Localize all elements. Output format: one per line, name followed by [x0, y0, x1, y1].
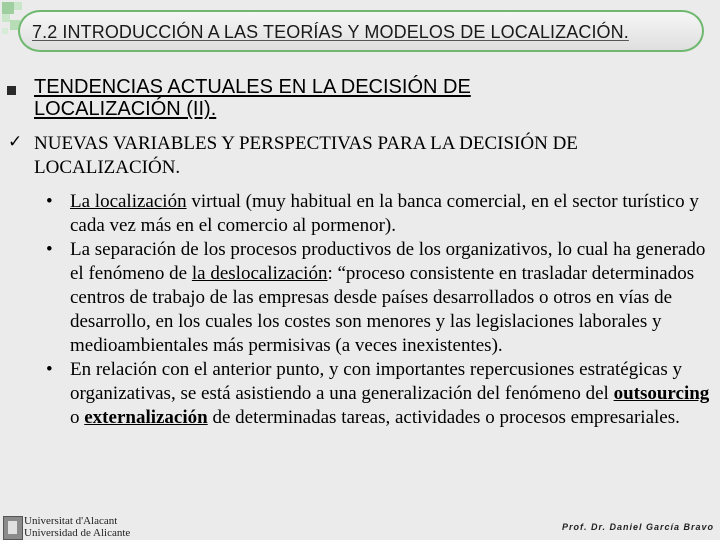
bullet-list — [30, 190, 710, 430]
bullet-dot: • — [46, 191, 53, 212]
author-credit: Prof. Dr. Daniel García Bravo — [561, 522, 714, 532]
list-item: • La localización virtual (muy habitual en la banca comercial, en el sector turístico y cada vez más en el comercio al pormenor). — [46, 191, 699, 236]
bullet-dot: • — [46, 359, 53, 380]
decor-square — [14, 2, 22, 10]
emphasis: La localización — [70, 191, 187, 212]
slide-title: 7.2 INTRODUCCIÓN A LAS TEORÍAS Y MODELOS DE LOCALIZACIÓN. — [32, 22, 629, 42]
section-heading: TENDENCIAS ACTUALES EN LA DECISIÓN DE LOCALIZACIÓN (II). — [34, 76, 471, 120]
bullet-dot: • — [46, 239, 53, 260]
checkmark-icon: ✓ — [8, 132, 23, 152]
emphasis: la deslocalización — [191, 263, 328, 284]
university-name-spanish: Universidad de Alicante — [24, 527, 131, 539]
decor-square — [2, 2, 14, 14]
emphasis: externalización — [84, 407, 208, 428]
sub-heading: NUEVAS VARIABLES Y PERSPECTIVAS PARA LA DECISIÓN DE LOCALIZACIÓN. — [34, 133, 578, 178]
university-name-valencian: Universitat d'Alacant — [24, 515, 118, 527]
decor-square — [2, 14, 10, 22]
emphasis: outsourcing — [613, 383, 710, 404]
decor-square — [2, 28, 8, 34]
square-bullet-icon — [7, 86, 16, 95]
university-logo-icon — [3, 516, 23, 540]
list-item: • En relación con el anterior punto, y con importantes repercusiones estratégicas y organizativas, se está asistiendo a una generalización del fenómeno del outsourcing o externalización de determinadas tareas, actividades o procesos empresariales. — [46, 359, 710, 428]
list-item: • La separación de los procesos productivos de los organizativos, lo cual ha generado el fenómeno de la deslocalización: “proceso consistente en trasladar determinados centros de trabajo de las empresas desde países desarrollados o otros en vías de desarrollo, en los cuales los costes son menores y las legislaciones laborales y medioambientales más permisivas (a veces inexistentes). — [46, 239, 706, 356]
